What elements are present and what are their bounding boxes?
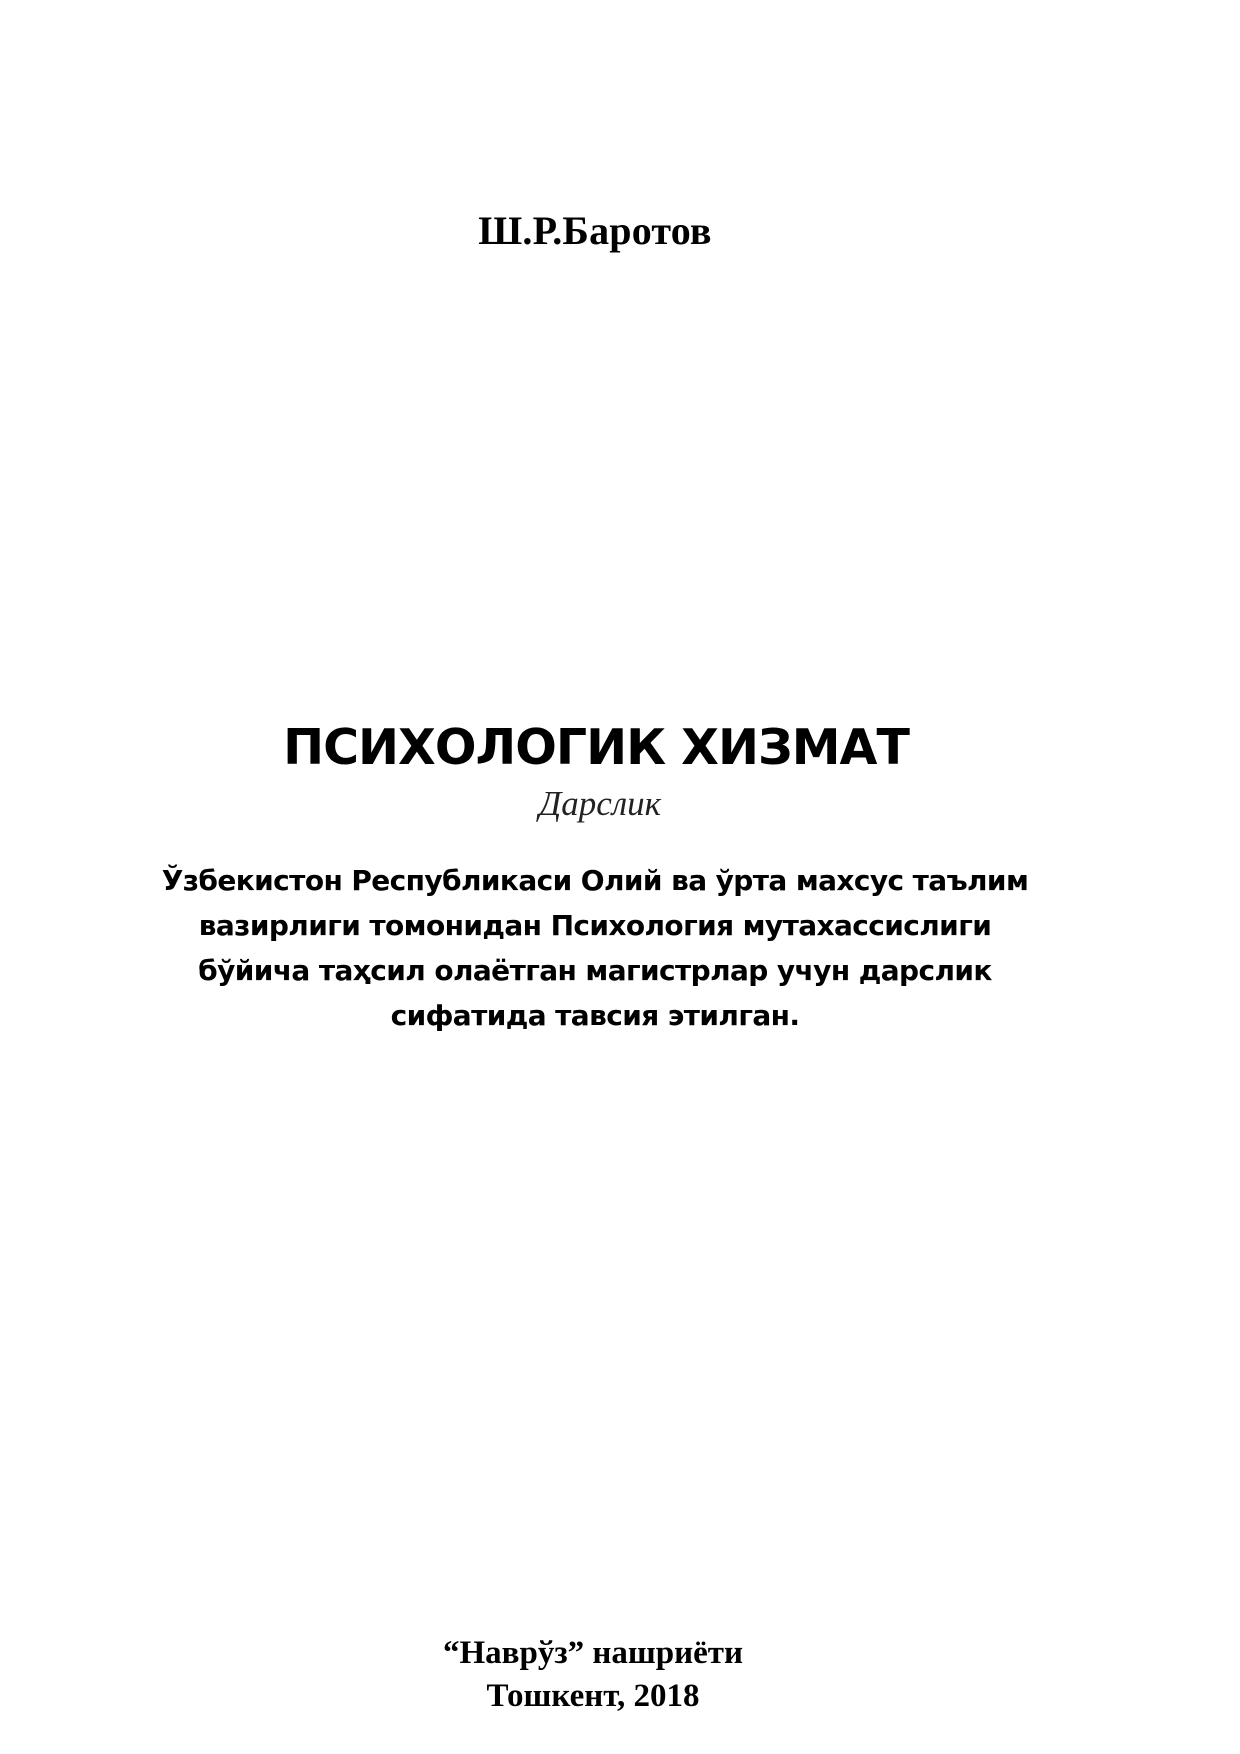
approval-line-1: Ўзбекистон Республикаси Олий ва ўрта махсус таълим xyxy=(161,864,1029,897)
publisher-name: “Наврўз” нашриёти xyxy=(443,1635,743,1671)
approval-line-2: вазирлиги томонидан Психология мутахассислиги xyxy=(198,909,992,942)
book-title: ПСИХОЛОГИК ХИЗМАТ xyxy=(283,719,909,776)
author-name: Ш.Р.Баротов xyxy=(478,208,712,253)
ministry-approval-text xyxy=(100,858,1090,1038)
approval-line-3: бўйича таҳсил олаётган магистрлар учун дарслик xyxy=(198,954,992,987)
book-genre-subtitle: Дарслик xyxy=(539,784,661,823)
approval-line-4: сифатида тавсия этилган. xyxy=(390,999,800,1032)
publication-city-year: Тошкент, 2018 xyxy=(486,1678,700,1714)
